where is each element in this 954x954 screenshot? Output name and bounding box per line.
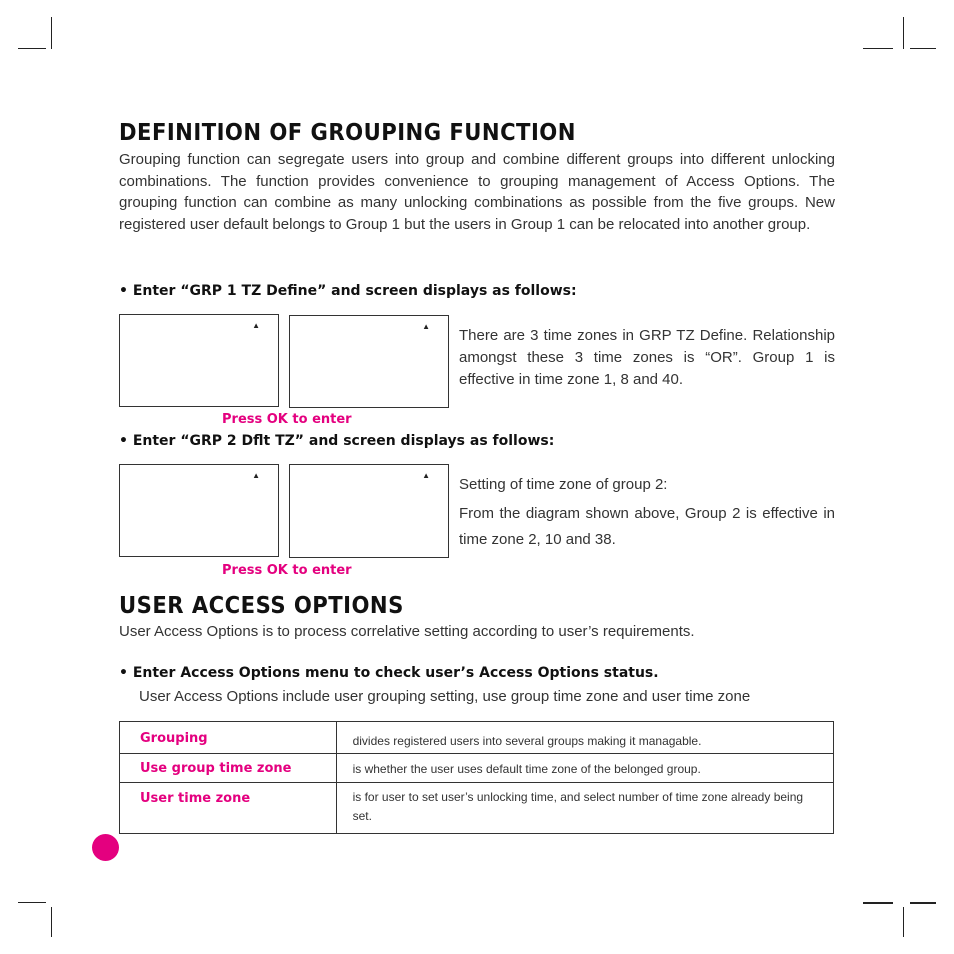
crop-mark bbox=[903, 17, 904, 49]
crop-mark bbox=[18, 48, 46, 49]
crop-mark bbox=[51, 17, 52, 49]
table-row bbox=[120, 783, 834, 834]
lcd-screen-1 bbox=[119, 314, 279, 407]
crop-mark bbox=[910, 902, 936, 904]
crop-mark bbox=[18, 902, 46, 903]
option-name: Grouping bbox=[120, 722, 337, 754]
access-options-subtext: User Access Options include user grouping setting, use group time zone and user time zone bbox=[139, 688, 751, 705]
crop-mark bbox=[863, 48, 893, 49]
lcd-screen-4 bbox=[289, 464, 449, 558]
step1-description: There are 3 time zones in GRP TZ Define. Relationship amongst these 3 time zones is “OR”. Group 1 is effective in time zone 1, 8 and 40. bbox=[459, 327, 835, 388]
option-name: Use group time zone bbox=[120, 754, 337, 783]
up-arrow-icon: ▲ bbox=[252, 321, 260, 330]
press-ok-label: Press OK to enter bbox=[222, 412, 352, 427]
page-marker-dot bbox=[92, 834, 119, 861]
step2-instruction: • Enter “GRP 2 Dflt TZ” and screen displays as follows: bbox=[119, 433, 555, 449]
table-row bbox=[120, 754, 834, 783]
section-title-user-access: USER ACCESS OPTIONS bbox=[119, 593, 404, 619]
option-description: is for user to set user’s unlocking time, and select number of time zone already being set. bbox=[336, 783, 833, 834]
access-options-table bbox=[119, 721, 834, 834]
crop-mark bbox=[51, 907, 52, 937]
table-row bbox=[120, 722, 834, 754]
up-arrow-icon: ▲ bbox=[422, 471, 430, 480]
option-description: is whether the user uses default time zone of the belonged group. bbox=[336, 754, 833, 783]
lcd-screen-3 bbox=[119, 464, 279, 557]
option-name: User time zone bbox=[120, 783, 337, 834]
up-arrow-icon: ▲ bbox=[422, 322, 430, 331]
crop-mark bbox=[863, 902, 893, 904]
option-description: divides registered users into several groups making it managable. bbox=[336, 722, 833, 754]
lcd-screen-2 bbox=[289, 315, 449, 408]
access-options-instruction: • Enter Access Options menu to check user’s Access Options status. bbox=[119, 665, 659, 681]
user-access-description: User Access Options is to process correlative setting according to user’s requirements. bbox=[119, 623, 695, 640]
crop-mark bbox=[903, 907, 904, 937]
step1-instruction: • Enter “GRP 1 TZ Define” and screen displays as follows: bbox=[119, 283, 577, 299]
section-title-grouping: DEFINITION OF GROUPING FUNCTION bbox=[119, 120, 576, 146]
crop-mark bbox=[910, 48, 936, 49]
up-arrow-icon: ▲ bbox=[252, 471, 260, 480]
step2-line2: From the diagram shown above, Group 2 is effective in time zone 2, 10 and 38. bbox=[459, 505, 835, 548]
grouping-description: Grouping function can segregate users into group and combine different groups into different unlocking combinations. The function provides convenience to grouping management of Access Options. The grouping function can combine as many unlocking combinations as possible from the five groups. New registered user default belongs to Group 1 but the users in Group 1 can be relocated into another group. bbox=[119, 151, 835, 234]
press-ok-label: Press OK to enter bbox=[222, 563, 352, 578]
step2-line1: Setting of time zone of group 2: bbox=[459, 476, 668, 493]
